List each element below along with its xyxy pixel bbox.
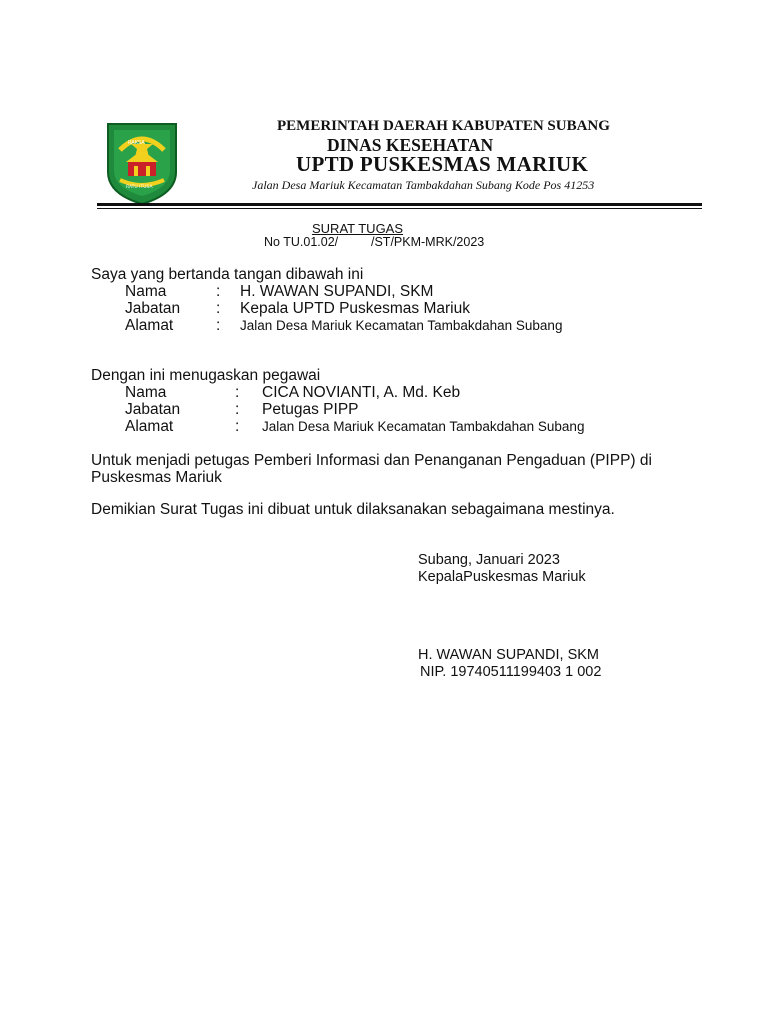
signature-place-date: Subang, Januari 2023 bbox=[418, 552, 560, 568]
signatory-address-label: Alamat bbox=[125, 317, 174, 334]
signatory-position-label: Jabatan bbox=[125, 300, 181, 317]
assignee-name-value: CICA NOVIANTI, A. Md. Keb bbox=[262, 384, 461, 401]
signatory-name-value: H. WAWAN SUPANDI, SKM bbox=[240, 283, 434, 300]
logo-motto-bottom: RATU ITUSA bbox=[126, 185, 153, 190]
assignee-address-value: Jalan Desa Mariuk Kecamatan Tambakdahan Subang bbox=[262, 419, 585, 434]
letterhead-institution: UPTD PUSKESMAS MARIUK bbox=[296, 152, 589, 176]
purpose-line-2: Puskesmas Mariuk bbox=[91, 469, 222, 486]
signature-name: H. WAWAN SUPANDI, SKM bbox=[418, 647, 599, 663]
signatory-position-value: Kepala UPTD Puskesmas Mariuk bbox=[240, 300, 470, 317]
assignee-address-label: Alamat bbox=[125, 418, 174, 435]
regency-coat-of-arms-icon bbox=[104, 120, 180, 206]
letterhead-government: PEMERINTAH DAERAH KABUPATEN SUBANG bbox=[277, 118, 610, 134]
signature-nip: NIP. 19740511199403 1 002 bbox=[420, 664, 602, 680]
signatory-intro: Saya yang bertanda tangan dibawah ini bbox=[91, 266, 364, 283]
signatory-name-label: Nama bbox=[125, 283, 167, 300]
purpose-line-1: Untuk menjadi petugas Pemberi Informasi dan Penanganan Pengaduan (PIPP) di bbox=[91, 452, 652, 469]
signature-position: KepalaPuskesmas Mariuk bbox=[418, 569, 586, 585]
letterhead-department: DINAS KESEHATAN bbox=[327, 135, 494, 155]
signatory-address-value: Jalan Desa Mariuk Kecamatan Tambakdahan Subang bbox=[240, 318, 563, 333]
signatory-position-sep: : bbox=[216, 300, 221, 317]
assignee-name-label: Nama bbox=[125, 384, 167, 401]
signatory-address-sep: : bbox=[216, 317, 221, 334]
closing-statement: Demikian Surat Tugas ini dibuat untuk dilaksanakan sebagaimana mestinya. bbox=[91, 501, 615, 518]
signatory-name-sep: : bbox=[216, 283, 221, 300]
document-number-suffix: /ST/PKM-MRK/2023 bbox=[371, 235, 485, 249]
logo-motto-top: RAKSA bbox=[128, 140, 145, 146]
document-title: SURAT TUGAS bbox=[312, 221, 404, 236]
assignee-position-value: Petugas PIPP bbox=[262, 401, 359, 418]
letterhead-rule-thick bbox=[97, 203, 702, 206]
assignee-position-sep: : bbox=[235, 401, 240, 418]
letterhead-address: Jalan Desa Mariuk Kecamatan Tambakdahan Subang Kode Pos 41253 bbox=[252, 178, 595, 192]
document-number-prefix: No TU.01.02/ bbox=[264, 235, 339, 249]
assignee-name-sep: : bbox=[235, 384, 240, 401]
assignee-intro: Dengan ini menugaskan pegawai bbox=[91, 367, 321, 384]
letterhead-rule-thin bbox=[97, 208, 702, 209]
assignee-position-label: Jabatan bbox=[125, 401, 181, 418]
assignee-address-sep: : bbox=[235, 418, 240, 435]
